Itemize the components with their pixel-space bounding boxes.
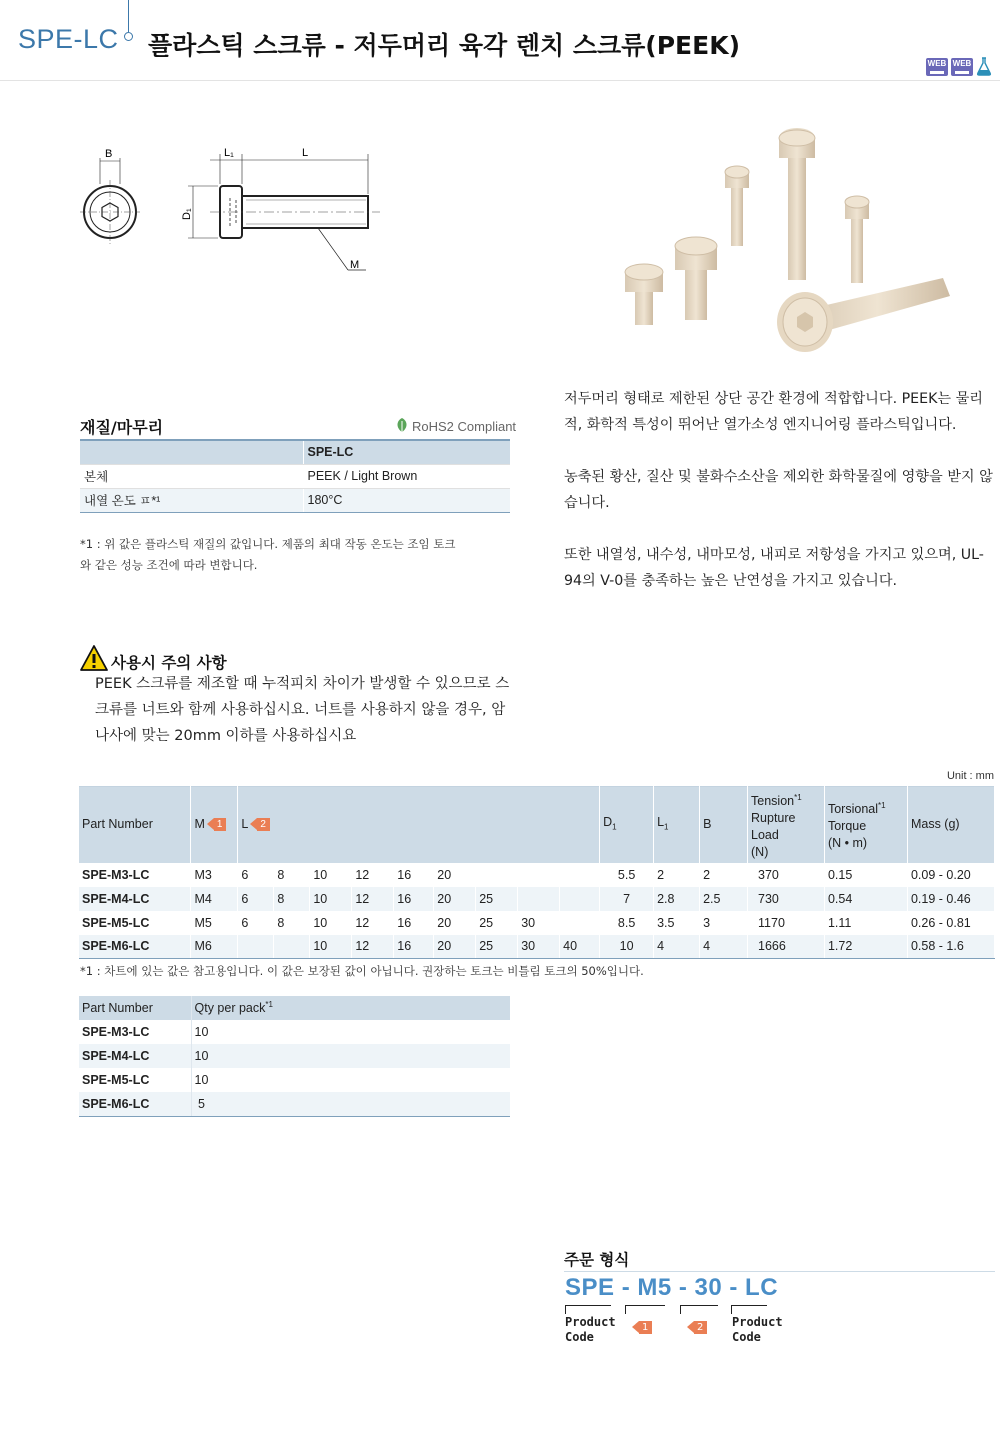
col-l <box>238 787 600 863</box>
spec-cell-l: 16 <box>394 911 434 935</box>
footnote-mark: *1 <box>794 792 802 802</box>
rohs-label: RoHS2 Compliant <box>412 418 517 434</box>
col-torsional <box>824 787 907 863</box>
spec-cell-d1: 5.5 <box>600 863 654 887</box>
order-label-line: Product <box>732 1315 783 1329</box>
material-row-label: 내열 온도 ㅍ*¹ <box>80 488 303 512</box>
col-tension <box>748 787 825 863</box>
order-bracket <box>731 1305 767 1314</box>
order-title: 주문 형식 <box>564 1251 630 1269</box>
tag-2: 2 <box>694 1321 707 1334</box>
order-label-product-code <box>565 1315 616 1345</box>
spec-cell-l: 10 <box>310 887 352 911</box>
dim-b-label: B <box>105 148 113 160</box>
dim-l-label: L <box>302 147 309 159</box>
spec-cell-part-number: SPE-M5-LC <box>79 911 191 935</box>
spec-cell-l1: 3.5 <box>654 911 700 935</box>
col-l1 <box>654 787 700 863</box>
tag-2: 2 <box>257 818 270 831</box>
qty-row <box>79 1020 510 1044</box>
spec-cell-mass: 0.19 - 0.46 <box>907 887 994 911</box>
spec-cell-torque: 0.15 <box>824 863 907 887</box>
qty-cell-part-number: SPE-M5-LC <box>79 1068 191 1092</box>
spec-cell-l: 20 <box>434 911 476 935</box>
col-torsional-line: Torque <box>827 819 867 834</box>
product-photo <box>605 110 965 360</box>
spec-cell-l <box>518 863 560 887</box>
col-l1-label: L <box>657 815 665 829</box>
col-d1-sub: 1 <box>612 822 617 832</box>
spec-cell-m: M4 <box>191 887 238 911</box>
material-note <box>80 534 456 576</box>
qty-cell-qty: 10 <box>194 1025 209 1039</box>
spec-cell-l: 30 <box>518 935 560 959</box>
spec-cell-l <box>518 887 560 911</box>
material-header-empty <box>80 440 303 464</box>
caution-text: PEEK 스크류를 제조할 때 누적피치 차이가 발생할 수 있으므로 스크류를 너트와 함께 사용하십시요. 너트를 사용하지 않을 경우, 암나사에 맞는 20mm 이하를 사용하십시요 <box>95 676 510 744</box>
dim-l1-label: L₁ <box>224 147 234 159</box>
header-badges <box>926 57 992 76</box>
col-m-label: M <box>194 817 205 832</box>
dim-m-label: M <box>350 259 360 271</box>
spec-cell-l: 20 <box>434 863 476 887</box>
tag-1: 1 <box>639 1321 652 1334</box>
spec-cell-l: 20 <box>434 935 476 959</box>
spec-cell-l: 16 <box>394 887 434 911</box>
caution-title: 사용시 주의 사항 <box>111 654 227 672</box>
spec-cell-b: 2 <box>700 863 748 887</box>
col-torsional-line: (N • m) <box>827 836 868 851</box>
spec-cell-l: 10 <box>310 935 352 959</box>
col-tension-line: (N) <box>751 844 769 859</box>
spec-cell-l <box>476 863 518 887</box>
spec-header-row <box>79 787 995 863</box>
spec-cell-l: 16 <box>394 935 434 959</box>
spec-cell-d1: 8.5 <box>600 911 654 935</box>
col-d1 <box>600 787 654 863</box>
col-tension-line: Load <box>751 827 779 842</box>
spec-note: *1 : 차트에 있는 값은 참고용입니다. 이 값은 보장된 값이 아닙니다. 권장하는 토크는 비틀림 토크의 50%입니다. <box>80 964 644 978</box>
spec-cell-torque: 1.72 <box>824 935 907 959</box>
material-row-label: 본체 <box>80 464 303 488</box>
spec-cell-l: 8 <box>274 887 310 911</box>
order-label-line: Code <box>565 1330 594 1344</box>
spec-cell-l: 6 <box>238 911 274 935</box>
material-note-line: 와 같은 성능 조건에 따라 변합니다. <box>80 558 258 572</box>
spec-cell-l: 10 <box>310 863 352 887</box>
spec-cell-torque: 1.11 <box>824 911 907 935</box>
spec-cell-mass: 0.58 - 1.6 <box>907 935 994 959</box>
spec-row <box>79 911 995 935</box>
dim-d1-label: D₁ <box>181 208 193 220</box>
footnote-mark: *1 <box>878 801 886 811</box>
description-paragraph: 또한 내열성, 내수성, 내마모성, 내피로 저항성을 가지고 있으며, UL-94의 V-0를 충족하는 높은 난연성을 가지고 있습니다. <box>564 547 984 589</box>
spec-cell-l: 25 <box>476 887 518 911</box>
spec-cell-l: 10 <box>310 911 352 935</box>
spec-row <box>79 863 995 887</box>
header-rule <box>0 80 1000 81</box>
spec-cell-l: 12 <box>352 863 394 887</box>
order-bracket <box>680 1305 718 1314</box>
rohs-mark <box>395 417 516 435</box>
qty-cell-part-number: SPE-M4-LC <box>79 1044 191 1068</box>
spec-cell-part-number: SPE-M6-LC <box>79 935 191 959</box>
spec-cell-l: 8 <box>274 863 310 887</box>
web-badge-2[interactable]: WEB <box>951 58 973 76</box>
spec-cell-tension: 730 <box>748 887 825 911</box>
material-row-value: PEEK / Light Brown <box>303 464 510 488</box>
qty-row <box>79 1092 510 1116</box>
product-description <box>564 386 994 620</box>
spec-cell-l: 12 <box>352 935 394 959</box>
spec-cell-l: 20 <box>434 887 476 911</box>
spec-cell-tension: 1170 <box>748 911 825 935</box>
leaf-icon <box>395 417 409 435</box>
spec-cell-l: 40 <box>560 935 600 959</box>
qty-row <box>79 1068 510 1092</box>
spec-cell-l <box>560 887 600 911</box>
material-note-line: *1 : 위 값은 플라스틱 재질의 값입니다. 제품의 최대 작동 온도는 조임 토크 <box>80 537 456 551</box>
spec-cell-part-number: SPE-M4-LC <box>79 887 191 911</box>
spec-cell-b: 3 <box>700 911 748 935</box>
qty-cell-part-number: SPE-M3-LC <box>79 1020 191 1044</box>
qty-table <box>79 996 510 1117</box>
order-rule <box>564 1271 995 1272</box>
spec-cell-l <box>560 863 600 887</box>
spec-row <box>79 887 995 911</box>
spec-cell-l: 16 <box>394 863 434 887</box>
order-bracket <box>565 1305 611 1314</box>
qty-col-part-number: Part Number <box>79 996 191 1020</box>
spec-cell-l1: 2 <box>654 863 700 887</box>
tag-1: 1 <box>214 818 227 831</box>
col-b: B <box>700 787 748 863</box>
col-torsional-line: Torsional <box>827 802 879 817</box>
spec-cell-l: 6 <box>238 887 274 911</box>
spec-cell-l: 25 <box>476 935 518 959</box>
material-header-model: SPE-LC <box>303 440 510 464</box>
spec-cell-m: M5 <box>191 911 238 935</box>
spec-table <box>79 786 995 959</box>
order-code: SPE - M5 - 30 - LC <box>565 1274 779 1301</box>
qty-cell-qty: 10 <box>194 1073 209 1087</box>
order-tag-2 <box>685 1317 707 1336</box>
spec-cell-l1: 4 <box>654 935 700 959</box>
col-tension-line: Rupture <box>751 810 796 825</box>
spec-row <box>79 935 995 959</box>
warning-icon <box>80 645 108 671</box>
spec-cell-mass: 0.09 - 0.20 <box>907 863 994 887</box>
qty-col-qty <box>191 996 510 1020</box>
order-bracket <box>625 1305 665 1314</box>
spec-cell-l: 12 <box>352 911 394 935</box>
material-title: 재질/마무리 <box>80 418 164 437</box>
qty-col-label: Qty per pack <box>194 1001 266 1016</box>
qty-cell-qty: 10 <box>191 1044 510 1068</box>
spec-cell-m: M3 <box>191 863 238 887</box>
page-title: 플라스틱 스크류 - 저두머리 육각 렌치 스크류(PEEK) <box>148 31 741 60</box>
header-divider <box>128 0 129 32</box>
col-tension-line: Tension <box>751 793 795 808</box>
col-l-label: L <box>241 817 249 832</box>
qty-header-row <box>79 996 510 1020</box>
qty-row <box>79 1044 510 1068</box>
order-label-line: Product <box>565 1315 616 1329</box>
product-code: SPE-LC <box>18 24 119 54</box>
col-d1-label: D <box>603 815 613 829</box>
unit-label: Unit : mm <box>946 770 994 782</box>
description-paragraph: 저두머리 형태로 제한된 상단 공간 환경에 적합합니다. PEEK는 물리적, 화학적 특성이 뛰어난 열가소성 엔지니어링 플라스틱입니다. <box>564 391 984 433</box>
spec-cell-torque: 0.54 <box>824 887 907 911</box>
order-label-line: Code <box>732 1330 761 1344</box>
flask-icon[interactable] <box>976 57 992 76</box>
spec-cell-l <box>274 935 310 959</box>
spec-cell-l: 30 <box>518 911 560 935</box>
spec-cell-m: M6 <box>191 935 238 959</box>
material-row-value: 180°C <box>303 488 510 512</box>
order-tag-1 <box>630 1317 652 1336</box>
qty-cell-part-number: SPE-M6-LC <box>79 1092 191 1116</box>
spec-cell-mass: 0.26 - 0.81 <box>907 911 994 935</box>
col-m <box>191 787 238 863</box>
spec-cell-b: 4 <box>700 935 748 959</box>
spec-cell-tension: 1666 <box>748 935 825 959</box>
spec-cell-l: 6 <box>238 863 274 887</box>
spec-cell-part-number: SPE-M3-LC <box>79 863 191 887</box>
spec-cell-l: 8 <box>274 911 310 935</box>
spec-cell-d1: 10 <box>600 935 654 959</box>
col-l1-sub: 1 <box>664 822 669 832</box>
order-label-product-code-2 <box>732 1315 783 1345</box>
spec-cell-d1: 7 <box>600 887 654 911</box>
spec-cell-l: 12 <box>352 887 394 911</box>
spec-cell-l: 25 <box>476 911 518 935</box>
spec-cell-l1: 2.8 <box>654 887 700 911</box>
material-table <box>80 439 510 513</box>
col-part-number: Part Number <box>79 787 191 863</box>
qty-cell-qty: 5 <box>191 1092 510 1116</box>
technical-drawing <box>70 140 390 280</box>
header-dot <box>124 32 133 41</box>
spec-cell-l <box>560 911 600 935</box>
spec-cell-l <box>238 935 274 959</box>
spec-cell-tension: 370 <box>748 863 825 887</box>
description-paragraph: 농축된 황산, 질산 및 불화수소산을 제외한 화학물질에 영향을 받지 않습니다. <box>564 469 993 511</box>
web-badge-1[interactable]: WEB <box>926 58 948 76</box>
footnote-mark: *1 <box>265 1000 273 1010</box>
spec-cell-b: 2.5 <box>700 887 748 911</box>
col-mass: Mass (g) <box>907 787 994 863</box>
